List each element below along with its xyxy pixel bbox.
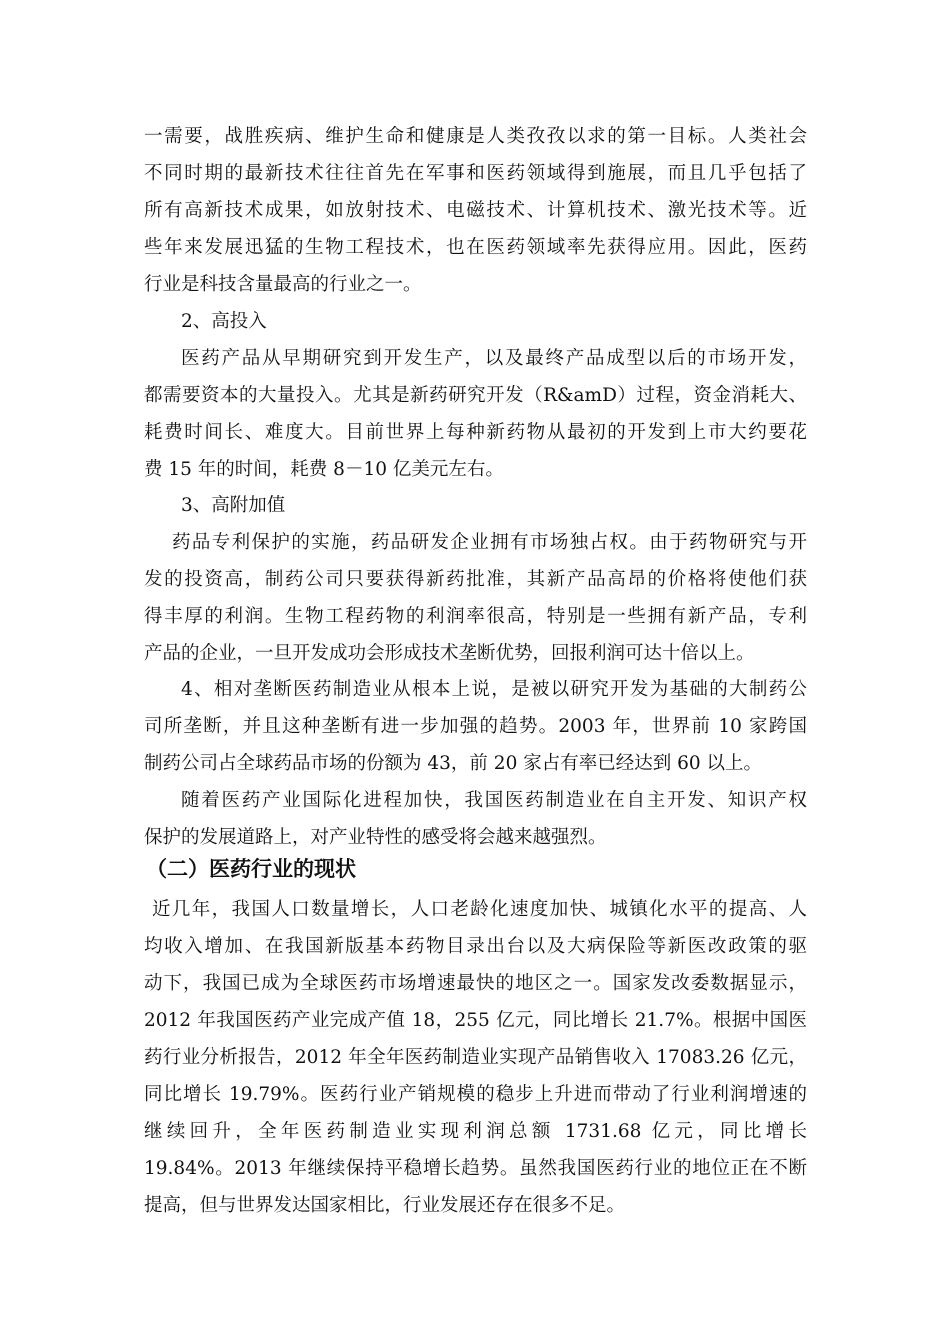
- paragraph-line: 所有高新技术成果，如放射技术、电磁技术、计算机技术、激光技术等。近: [144, 200, 807, 221]
- paragraph-line: 产品的企业，一旦开发成功会形成技术垄断优势，回报利润可达十倍以上。: [144, 643, 755, 664]
- paragraph-line: 费 15 年的时间，耗费 8－10 亿美元左右。: [144, 459, 504, 480]
- paragraph-line: 保护的发展道路上，对产业特性的感受将会越来越强烈。: [144, 827, 607, 848]
- paragraph-line: 近几年，我国人口数量增长，人口老龄化速度加快、城镇化水平的提高、人: [152, 899, 807, 920]
- paragraph-line: 随着医药产业国际化进程加快，我国医药制造业在自主开发、知识产权: [181, 790, 807, 811]
- paragraph-line: 制药公司占全球药品市场的份额为 43，前 20 家占有率已经达到 60 以上。: [144, 753, 763, 774]
- paragraph-line: 19.84%。2013 年继续保持平稳增长趋势。虽然我国医药行业的地位正在不断: [144, 1158, 807, 1179]
- paragraph-line: 司所垄断，并且这种垄断有进一步加强的趋势。2003 年，世界前 10 家跨国: [144, 716, 807, 737]
- paragraph-line: 药行业分析报告，2012 年全年医药制造业实现产品销售收入 17083.26 亿元，: [144, 1047, 807, 1068]
- paragraph-line: 继续回升，全年医药制造业实现利润总额 1731.68 亿元，同比增长: [144, 1121, 807, 1142]
- item-heading: 3、高附加值: [181, 495, 286, 516]
- paragraph-line: 耗费时间长、难度大。目前世界上每种新药物从最初的开发到上市大约要花: [144, 422, 807, 443]
- paragraph-line: 些年来发展迅猛的生物工程技术，也在医药领域率先获得应用。因此，医药: [144, 237, 807, 258]
- paragraph-line: 提高，但与世界发达国家相比，行业发展还存在很多不足。: [144, 1195, 626, 1216]
- paragraph-line: 药品专利保护的实施，药品研发企业拥有市场独占权。由于药物研究与开: [172, 532, 807, 553]
- paragraph-line: 得丰厚的利润。生物工程药物的利润率很高，特别是一些拥有新产品，专利: [144, 606, 807, 627]
- item-heading: 2、高投入: [181, 311, 267, 332]
- paragraph-line: 同比增长 19.79%。医药行业产销规模的稳步上升进而带动了行业利润增速的: [144, 1084, 807, 1105]
- paragraph-line: 2012 年我国医药产业完成产值 18，255 亿元，同比增长 21.7%。根据中国医: [144, 1010, 807, 1031]
- paragraph-line: 均收入增加、在我国新版基本药物目录出台以及大病保险等新医改政策的驱: [144, 936, 807, 957]
- paragraph-line: 行业是科技含量最高的行业之一。: [144, 274, 422, 295]
- section-heading: （二）医药行业的现状: [146, 857, 356, 881]
- paragraph-line: 4、相对垄断医药制造业从根本上说，是被以研究开发为基础的大制药公: [181, 679, 807, 700]
- paragraph-line: 都需要资本的大量投入。尤其是新药研究开发（R&amD）过程，资金消耗大、: [144, 385, 807, 406]
- paragraph-line: 不同时期的最新技术往往首先在军事和医药领域得到施展，而且几乎包括了: [144, 163, 807, 184]
- paragraph-line: 医药产品从早期研究到开发生产，以及最终产品成型以后的市场开发，: [181, 348, 807, 369]
- paragraph-line: 动下，我国已成为全球医药市场增速最快的地区之一。国家发改委数据显示，: [144, 973, 807, 994]
- paragraph-line: 发的投资高，制药公司只要获得新药批准，其新产品高昂的价格将使他们获: [144, 569, 807, 590]
- paragraph-line: 一需要，战胜疾病、维护生命和健康是人类孜孜以求的第一目标。人类社会: [144, 126, 807, 147]
